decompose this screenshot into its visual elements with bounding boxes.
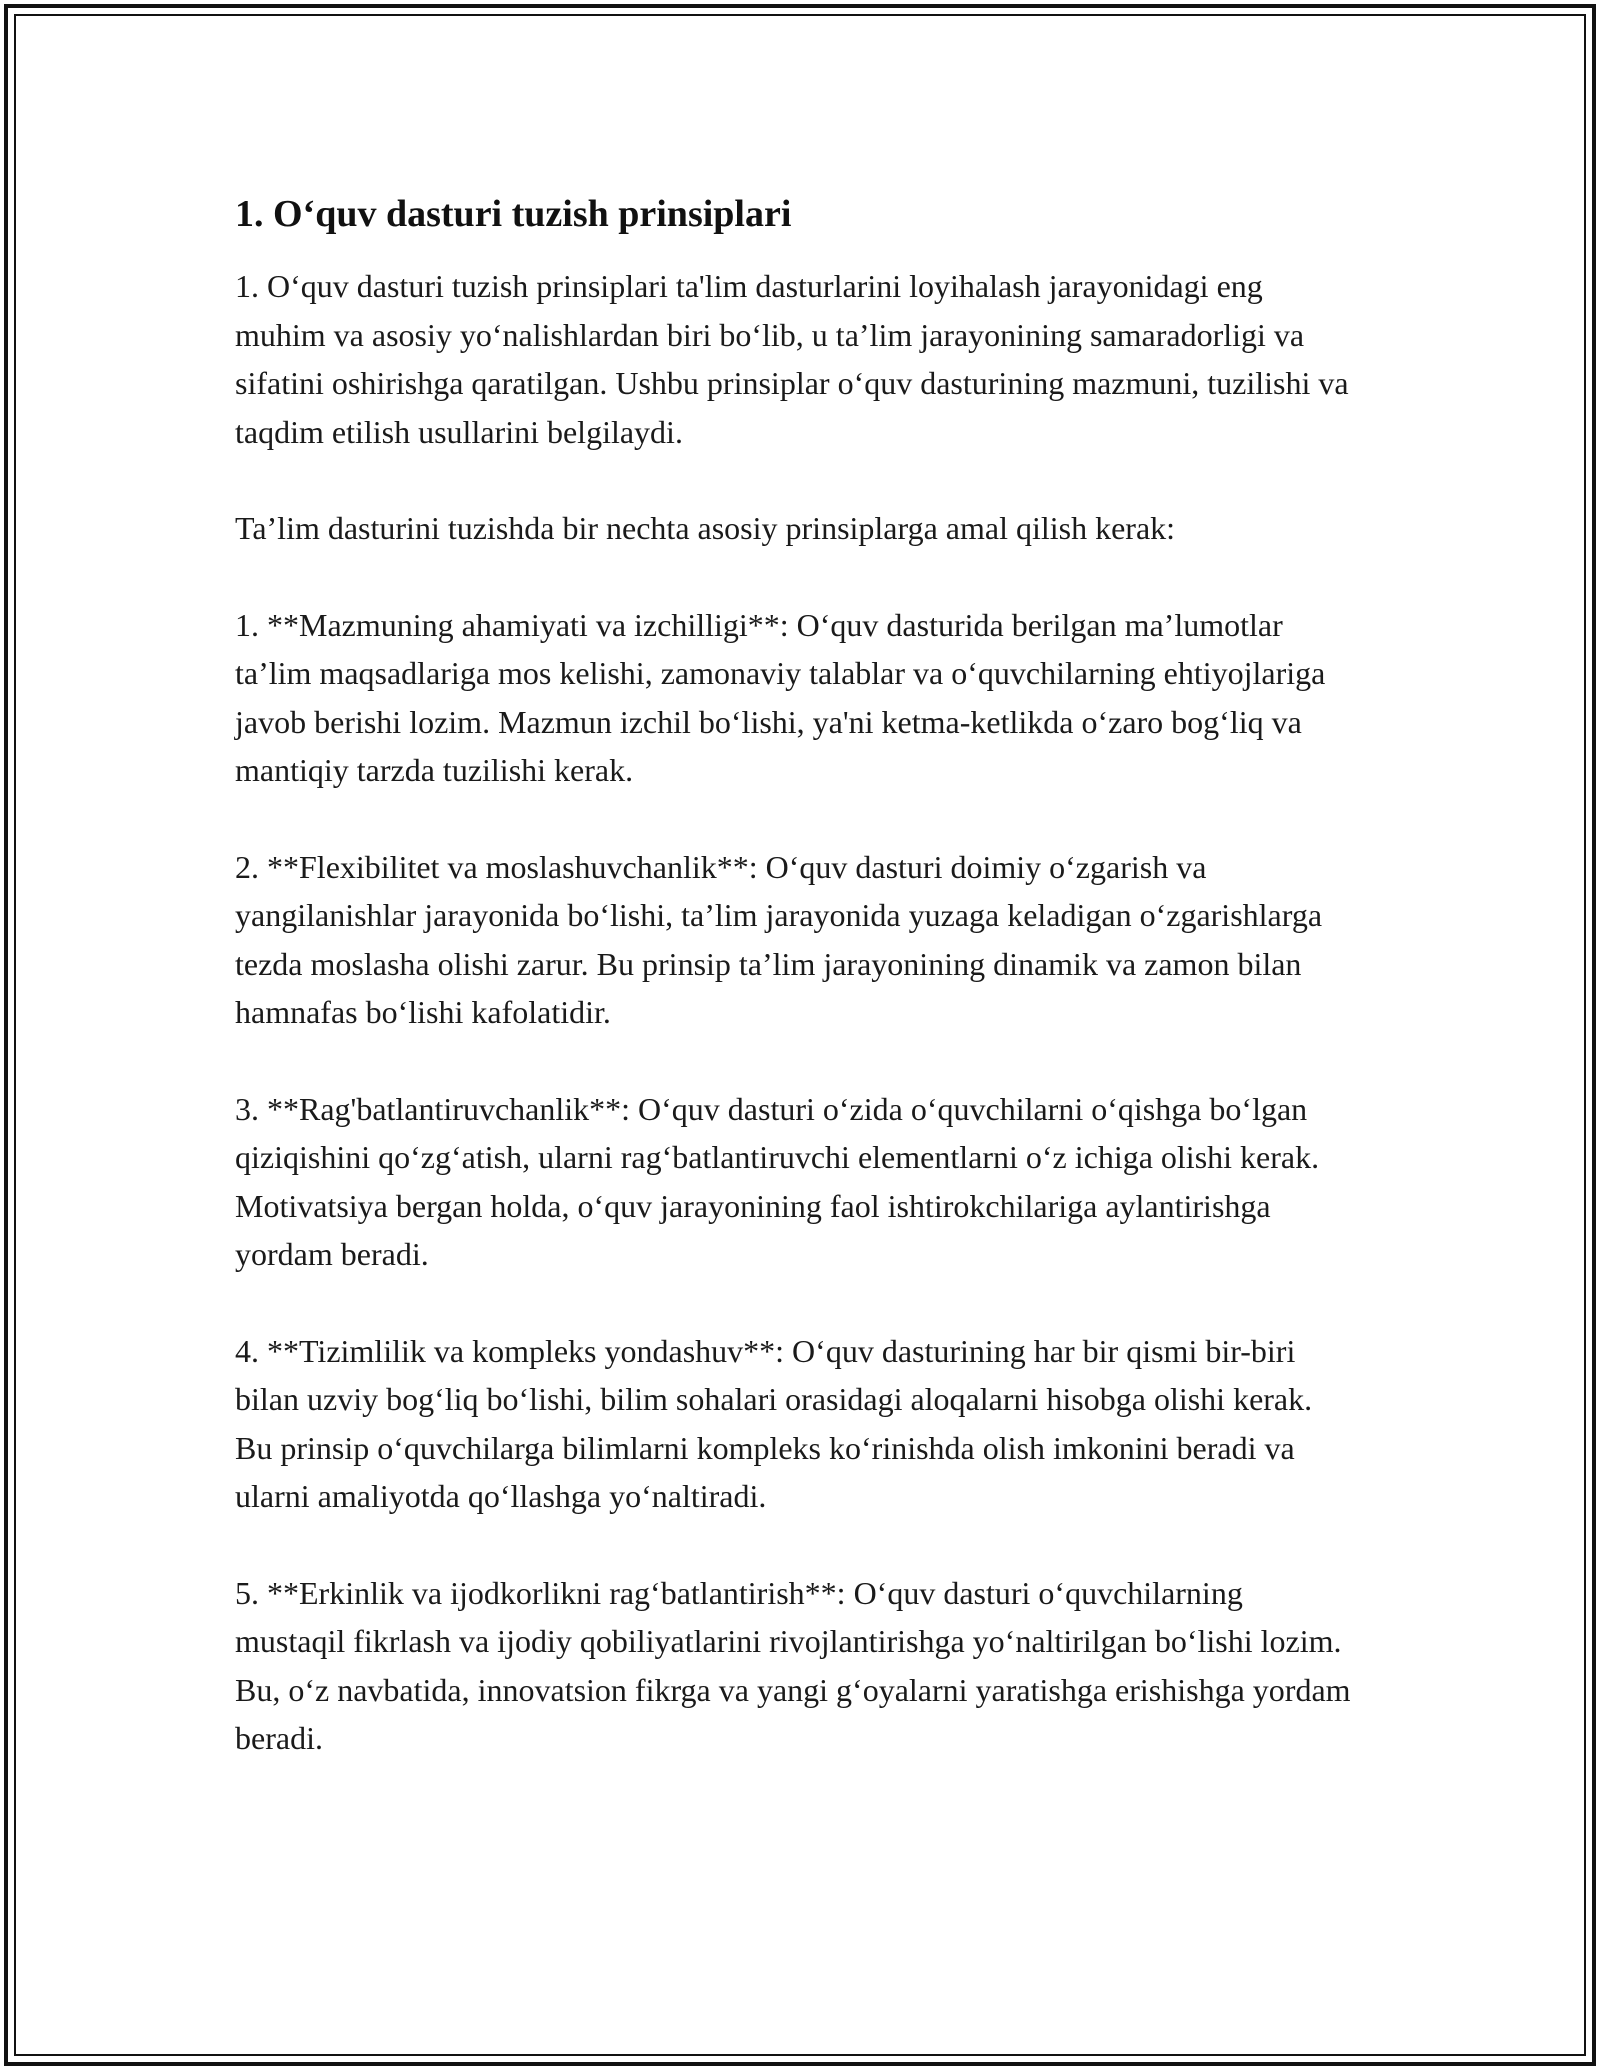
principle-3-paragraph: 3. **Rag'batlantiruvchanlik**: O‘quv dasturi o‘zida o‘quvchilarni o‘qishga bo‘lgan qiziqishini qo‘zg‘atish, ularni rag‘batlantiruvchi elementlarni o‘z ichiga olishi kerak. Motivatsiya bergan holda, o‘quv jarayonining faol ishtirokchilariga aylantirishga yordam beradi.: [235, 1090, 1320, 1272]
principle-1-paragraph: 1. **Mazmuning ahamiyati va izchilligi**: O‘quv dasturida berilgan ma’lumotlar ta’lim maqsadlariga mos kelishi, zamonaviy talablar va o‘quvchilarning ehtiyojlariga javob berishi lozim. Mazmun izchil bo‘lishi, ya'ni ketma-ketlikda o‘zaro bog‘liq va mantiqiy tarzda tuzilishi kerak.: [235, 606, 1326, 788]
principle-5-paragraph: 5. **Erkinlik va ijodkorlikni rag‘batlantirish**: O‘quv dasturi o‘quvchilarning mustaqil fikrlash va ijodiy qobiliyatlarini rivojlantirishga yo‘naltirilgan bo‘lishi lozim. Bu, o‘z navbatida, innovatsion fikrga va yangi g‘oyalarni yaratishga erishishga yordam beradi.: [235, 1574, 1351, 1756]
intro-paragraph: 1. O‘quv dasturi tuzish prinsiplari ta'lim dasturlarini loyihalash jarayonidagi eng muhim va asosiy yo‘nalishlardan biri bo‘lib, u ta’lim jarayonining samaradorligi va sifatini oshirishga qaratilgan. Ushbu prinsiplar o‘quv dasturining mazmuni, tuzilishi va taqdim etilish usullarini belgilaydi.: [235, 268, 1349, 450]
principle-2-paragraph: 2. **Flexibilitet va moslashuvchanlik**: O‘quv dasturi doimiy o‘zgarish va yangilanishlar jarayonida bo‘lishi, ta’lim jarayonida yuzaga keladigan o‘zgarishlarga tezda moslasha olishi zarur. Bu prinsip ta’lim jarayonining dinamik va zamon bilan hamnafas bo‘lishi kafolatidir.: [235, 848, 1323, 1030]
document-title: 1. O‘quv dasturi tuzish prinsiplari: [235, 193, 792, 235]
document-body: [235, 188, 1355, 1811]
principle-4-paragraph: 4. **Tizimlilik va kompleks yondashuv**: O‘quv dasturining har bir qismi bir-biri bilan uzviy bog‘liq bo‘lishi, bilim sohalari orasidagi aloqalarni hisobga olishi kerak. Bu prinsip o‘quvchilarga bilimlarni kompleks ko‘rinishda olish imkonini beradi va ularni amaliyotda qo‘llashga yo‘naltiradi.: [235, 1332, 1313, 1514]
lead-in-paragraph: Ta’lim dasturini tuzishda bir nechta asosiy prinsiplarga amal qilish kerak:: [235, 510, 1176, 546]
